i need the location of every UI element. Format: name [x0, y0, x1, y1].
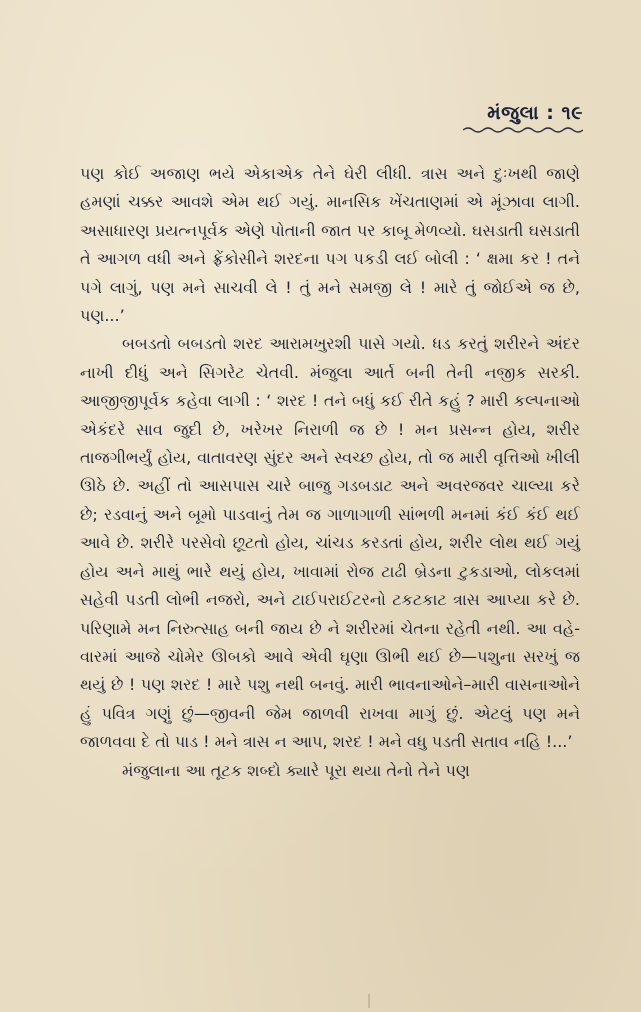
paragraph-2: બબડતો બબડતો શરદ આરામખુરશી પાસે ગયો. ધડ કરતું શરીરને અંદર નાખી દીધું અને સિગરેટ ચેતવી. મંજુલા આર્ત બની તેની નજીક સરકી. આજીજીપૂર્વક કહેવા લાગી : ‘ શરદ ! તને બધું કઈ રીતે કહું ? મારી કલ્પનાઓ એકંદરે સાવ જુદી છે, ખરેખર નિરાળી જ છે ! મન પ્રસન્ન હોય, શરીર તાજગીભર્યું હોય, વાતાવરણ સુંદર અને સ્વચ્છ હોય, તો જ મારી વૃત્તિઓ ખીલી ઊઠે છે. અહીં તો આસપાસ ચારે બાજુ ગડબડાટ અને અવરજવર ચાલ્યા કરે છે; રડવાનું અને બૂમો પાડવાનું તેમ જ ગાળાગાળી સાંભળી મનમાં કંઈ કંઈ થઈ આવે છે. શરીરે પરસેવો છૂટતો હોય, ચાંચડ કરડતાં હોય, શરીર લોથ થઈ ગયું હોય અને માથું ભારે થયું હોય, ખાવામાં રોજ ટાઢી બ્રેડના ટુકડાઓ, લોકલમાં સહેવી પડતી લોભી નજરો, અને ટાઈપરાઈટરનો ટકટકાટ ત્રાસ આપ્યા કરે છે. પરિણામે મન નિરુત્સાહ બની જાય છે ને શરીરમાં ચેતના રહેતી નથી. આ વહે-વારમાં આજે ચોમેર ઊબકો આવે એવી ઘૃણા ઊભી થઈ છે—પશુના સરખું જ થયું છે ! પણ શરદ ! મારે પશુ નથી બનવું. મારી ભાવનાઓને–મારી વાસનાઓને હું પવિત્ર ગણું છું—જીવની જેમ જાળવી રાખવા માગું છું. એટલું પણ મને જાળવવા દે તો પાડ ! મને ત્રાસ ન આપ, શરદ ! મને વધુ પડતી સતાવ નહિ !...’ [80, 334, 580, 752]
page-header-title: મંજુલા : ૧૯ [487, 102, 583, 124]
page-fold-mark [368, 994, 370, 1008]
running-head [463, 102, 583, 134]
body-text [80, 160, 580, 785]
decorative-underline [463, 126, 583, 134]
paragraph-3: મંજુલાના આ તૂટક શબ્દો ક્યારે પૂરા થયા તેનો તેને પણ [122, 760, 470, 780]
paragraph-1: પણ કોઈ અજાણ ભયે એકાએક તેને ઘેરી લીધી. ત્રાસ અને દુઃખથી જાણે હમણાં ચક્કર આવશે એમ થઈ ગયું. માનસિક ખેંચતાણમાં એ મૂંઝાવા લાગી. અસાધારણ પ્રયત્નપૂર્વક એણે પોતાની જાત પર કાબૂ મેળવ્યો. ઘસડાતી ઘસડાતી તે આગળ વધી અને ફ્રેંકોસીને શરદના પગ પકડી લઈ બોલી : ‘ ક્ષમા કર ! તને પગે લાગું, પણ મને સાચવી લે ! તું મને સમજી લે ! મારે તું જોઈએ જ છે, પણ...’ [80, 164, 581, 326]
